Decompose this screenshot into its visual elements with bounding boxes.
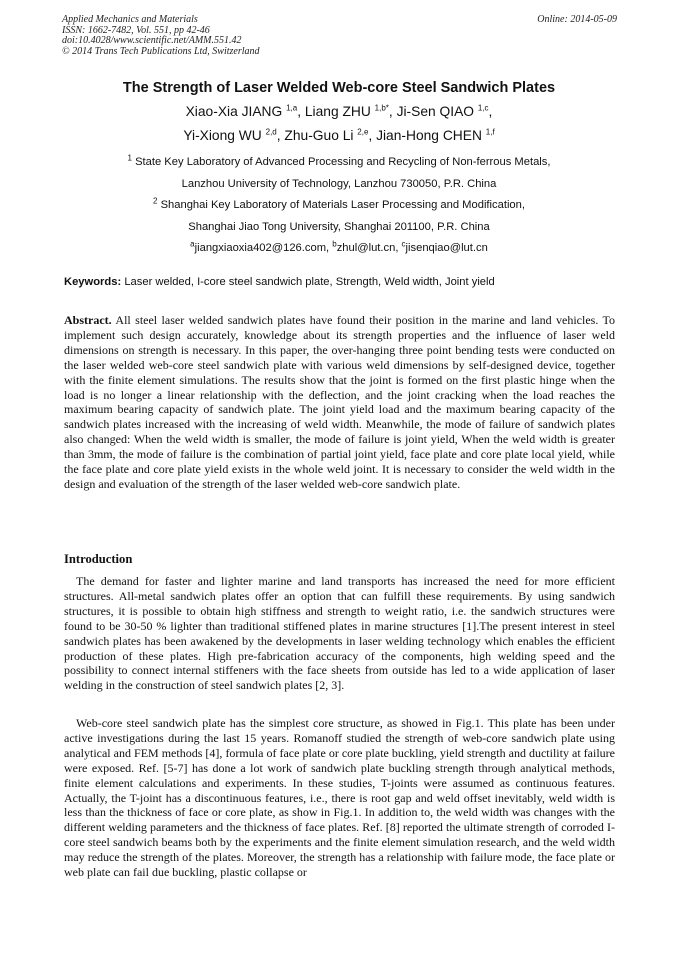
copyright-line: © 2014 Trans Tech Publications Ltd, Switzerland — [62, 46, 260, 58]
author-superscript: 2,e — [357, 127, 369, 137]
author-superscript: 1,a — [286, 103, 298, 113]
email-address: jisenqiao@lut.cn — [405, 242, 488, 254]
keywords-line — [64, 276, 618, 288]
introduction-paragraph-1: The demand for faster and lighter marine and land transports has increased the need for more efficient structures. All-metal sandwich plates offer an option that can fulfill these requirements. By using sandwich structures, it is possible to obtain high stiffness and strength to weight ratio, i.e. the sandwich structures were found to be 30-50 % lighter than traditional stiffened plates in marine structures [1].The present interest in steel sandwich plates has been awakened by the developments in laser welding technology which enables the efficient production of these plates. High pre-fabrication accuracy of the components, high welding speed and the possibility to connect internal stiffeners with the face sheets from outside has led to a wide application of laser welding in the construction of steel sandwich plates [2, 3]. — [64, 574, 615, 693]
email-superscript: b — [332, 239, 337, 249]
author-line-2: Yi-Xiong WU $^{2,d}$, Zhu-Guo Li $^{2,e}$, Jian-Hong CHEN $^{1,f}$ — [183, 127, 495, 143]
affiliation-text: State Key Laboratory of Advanced Processing and Recycling of Non-ferrous Metals, — [135, 156, 551, 168]
affiliation-2-line-1 — [60, 196, 618, 211]
online-date: Online: 2014-05-09 — [537, 14, 617, 25]
author-name: Zhu-Guo Li — [284, 128, 354, 143]
affiliation-2-line-2: Shanghai Jiao Tong University, Shanghai 201100, P.R. China — [188, 221, 490, 233]
author-superscript: 2,d — [265, 127, 277, 137]
journal-header — [62, 15, 617, 58]
keywords-text: Laser welded, I-core steel sandwich plate, Strength, Weld width, Joint yield — [124, 276, 495, 288]
doi-line: doi:10.4028/www.scientific.net/AMM.551.42 — [62, 35, 242, 47]
email-address: jiangxiaoxia402@126.com — [194, 242, 327, 254]
affiliation-number: 2 — [153, 196, 158, 206]
author-superscript: 1,f — [485, 127, 495, 137]
email-line: $^a$jiangxiaoxia402@126.com, $^b$zhul@lut.cn, $^c$jisenqiao@lut.cn — [190, 239, 488, 254]
author-superscript: 1,b* — [374, 103, 389, 113]
affiliation-text: Shanghai Key Laboratory of Materials Laser Processing and Modification, — [160, 199, 525, 211]
introduction-paragraph-2: Web-core steel sandwich plate has the simplest core structure, as showed in Fig.1. This plate has been under active investigations during the last 15 years. Romanoff studied the strength of web-core sandwich plate using analytical and FEM methods [4], formula of face plate or core plate buckling, yield strength and ductility at failure were exposed. Ref. [5-7] has done a lot work of sandwich plate buckling strength through analytical methods, finite element calculations and experiments. In these studies, T-joints were assumed as continuous features. Actually, the T-joint has a discontinuous features, i.e., there is root gap and weld offset inevitably, weld width is less than the thickness of face or core plate, as show in Fig.1. In addition to, the weld width was changes with the different welding parameters and the thickness of face plates. Ref. [8] reported the ultimate strength of corroded I-core steel sandwich beams both by the experiments and the finite element simulation research, and the weld width may reduce the strength of the plates. Moreover, the strength has a relationship with failure mode, the face plate or web plate can fail due buckling, plastic collapse or — [64, 716, 615, 880]
keywords-label: Keywords: — [64, 276, 122, 288]
affiliation-1-line-1 — [60, 153, 618, 168]
email-address: zhul@lut.cn — [336, 242, 396, 254]
abstract-text: All steel laser welded sandwich plates have found their position in the marine and land vehicles. To implement such design accurately, knowledge about its strength properties and the influence of laser weld dimensions on strength is necessary. In this paper, the over-hanging three point bending tests were conducted on the laser welded web-core steel sandwich plate with various weld dimensions by self-designed device, together with the finite element simulations. The results show that the joint is formed on the first plastic hinge when the load is no longer a linear relationship with the deflection, and the joint cracking when the load reaches the maximum bearing capacity of sandwich plate. The joint yield load and the maximum bearing capacity of the sandwich plates increased with the increasing of weld width. Meanwhile, the mode of failure of sandwich plates also changed: When the weld width is smaller, the mode of failure is joint yield, When the weld width is greater than 3mm, the mode of failure is the combination of partial joint yield, face plate and core plate local yield, while the face plate and core plate yield exists in the whole weld joint. It is necessary to consider the weld width in the design and evaluation of the strength of the laser welded web-core sandwich plate. — [64, 313, 616, 491]
author-name: Yi-Xiong WU — [183, 128, 262, 143]
affiliation-number: 1 — [127, 153, 132, 163]
author-name: Xiao-Xia JIANG — [185, 104, 283, 119]
email-superscript: c — [401, 239, 406, 249]
section-heading-introduction: Introduction — [64, 552, 133, 566]
journal-name: Applied Mechanics and Materials — [62, 14, 198, 25]
email-superscript: a — [190, 239, 195, 249]
author-name: Ji-Sen QIAO — [396, 104, 475, 119]
author-line-1: Xiao-Xia JIANG $^{1,a}$, Liang ZHU $^{1,b*}$, Ji-Sen QIAO $^{1,c}$, — [185, 103, 493, 119]
abstract-label: Abstract. — [64, 313, 112, 327]
author-superscript: 1,c — [477, 103, 489, 113]
affiliation-1-line-2: Lanzhou University of Technology, Lanzhou 730050, P.R. China — [181, 178, 497, 190]
author-name: Jian-Hong CHEN — [376, 128, 482, 143]
author-name: Liang ZHU — [304, 104, 371, 119]
paper-title: The Strength of Laser Welded Web-core Steel Sandwich Plates — [122, 80, 556, 96]
abstract-paragraph — [64, 313, 615, 492]
issn-line: ISSN: 1662-7482, Vol. 551, pp 42-46 — [62, 24, 210, 36]
